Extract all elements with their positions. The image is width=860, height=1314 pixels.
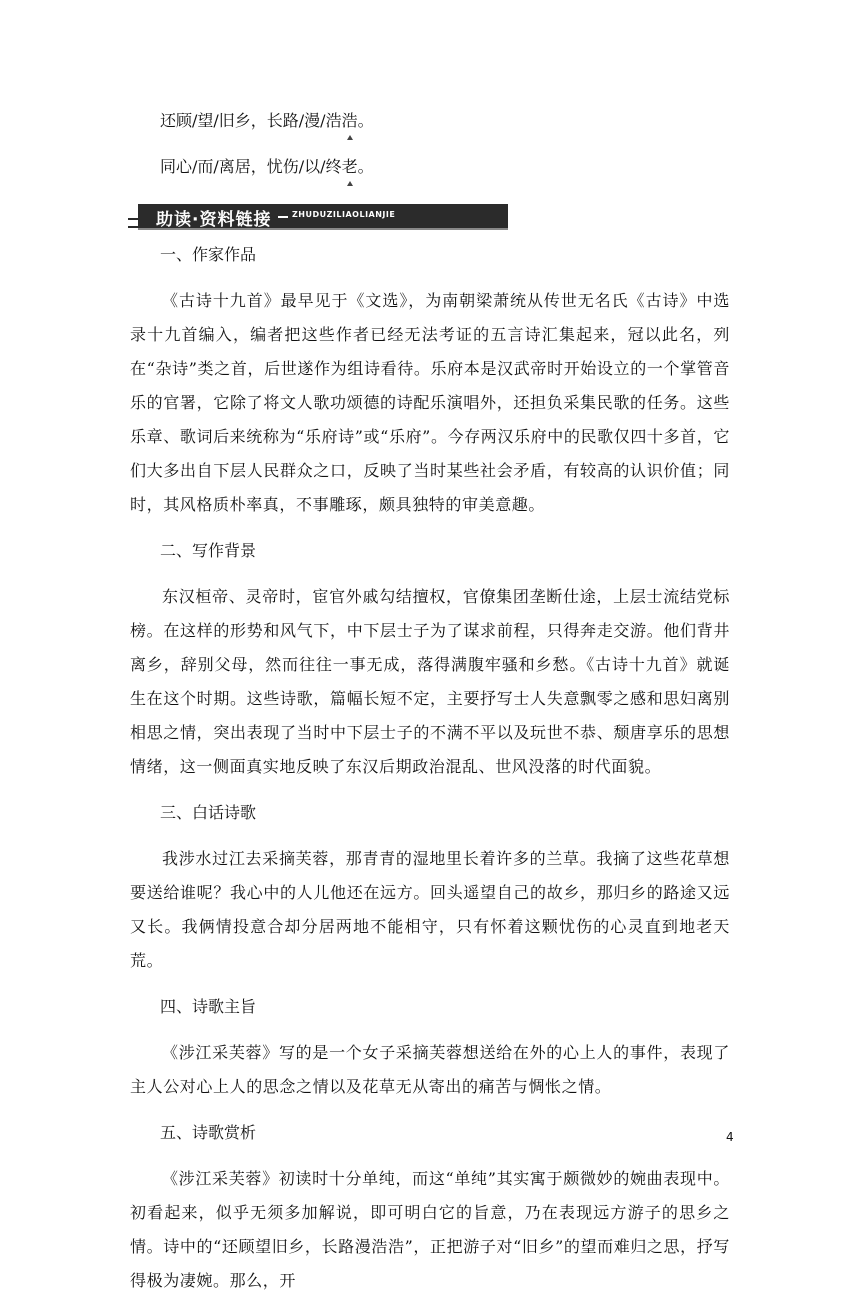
section-banner (128, 200, 508, 232)
section-heading: 四、诗歌主旨 (160, 997, 257, 1016)
page-number: 4 (726, 1130, 734, 1144)
section-paragraph: 《古诗十九首》最早见于《文选》，为南朝梁萧统从传世无名氏《古诗》中选录十九首编入，编者把这些作者已经无法考证的五言诗汇集起来，冠以此名，列在“杂诗”类之首，后世遂作为组诗看待。乐府本是汉武帝时开始设立的一个掌管音乐的官署，它除了将文人歌功颂德的诗配乐演唱外，还担负采集民歌的任务。这些乐章、歌词后来统称为“乐府诗”或“乐府”。今存两汉乐府中的民歌仅四十多首，它们大多出自下层人民群众之口，反映了当时某些社会矛盾，有较高的认识价值；同时，其风格质朴率真，不事雕琢，颇具独特的审美意趣。 (130, 291, 730, 514)
banner-title: 助读·资料链接 (156, 210, 272, 230)
section-heading: 一、作家作品 (160, 245, 257, 264)
section-heading: 三、白话诗歌 (160, 803, 257, 822)
emphasis-dot-char: 浩 (342, 108, 358, 134)
poem-line-1-text: 还顾/望/旧乡，长路/漫/浩 (160, 111, 342, 130)
section-paragraph: 《涉江采芙蓉》初读时十分单纯，而这“单纯”其实寓于颇微妙的婉曲表现中。初看起来，似乎无须多加解说，即可明白它的旨意，乃在表现远方游子的思乡之情。诗中的“还顾望旧乡，长路漫浩浩”，正把游子对“旧乡”的望而难归之思，抒写得极为凄婉。那么，开 (130, 1169, 730, 1290)
poem-line-1-end: 。 (357, 111, 374, 130)
section-heading: 二、写作背景 (160, 541, 257, 560)
section-paragraph: 《涉江采芙蓉》写的是一个女子采摘芙蓉想送给在外的心上人的事件，表现了主人公对心上人的思念之情以及花草无从寄出的痛苦与惆怅之情。 (130, 1043, 730, 1096)
banner-dash (278, 216, 288, 218)
page-content (130, 108, 730, 1314)
section-heading: 五、诗歌赏析 (160, 1123, 257, 1142)
poem-line-1 (160, 108, 730, 134)
poem-line-2 (160, 154, 730, 180)
emphasis-dot-char: 老 (342, 154, 358, 180)
banner-subtitle: ZHUDUZILIAOLIANJIE (292, 210, 396, 219)
section-paragraph: 东汉桓帝、灵帝时，宦官外戚勾结擅权，官僚集团垄断仕途，上层士流结党标榜。在这样的形势和风气下，中下层士子为了谋求前程，只得奔走交游。他们背井离乡，辞别父母，然而往往一事无成，落得满腹牢骚和乡愁。《古诗十九首》就诞生在这个时期。这些诗歌，篇幅长短不定，主要抒写士人失意飘零之感和思妇离别相思之情，突出表现了当时中下层士子的不满不平以及玩世不恭、颓唐享乐的思想情绪，这一侧面真实地反映了东汉后期政治混乱、世风没落的时代面貌。 (130, 587, 730, 776)
poem-line-2-text: 同心/而/离居，忧伤/以/终 (160, 157, 342, 176)
poem-line-2-end: 。 (357, 157, 374, 176)
section-paragraph: 我涉水过江去采摘芙蓉，那青青的湿地里长着许多的兰草。我摘了这些花草想要送给谁呢？我心中的人儿他还在远方。回头遥望自己的故乡，那归乡的路途又远又长。我俩情投意合却分居两地不能相守，只有怀着这颗忧伤的心灵直到地老天荒。 (130, 849, 730, 970)
